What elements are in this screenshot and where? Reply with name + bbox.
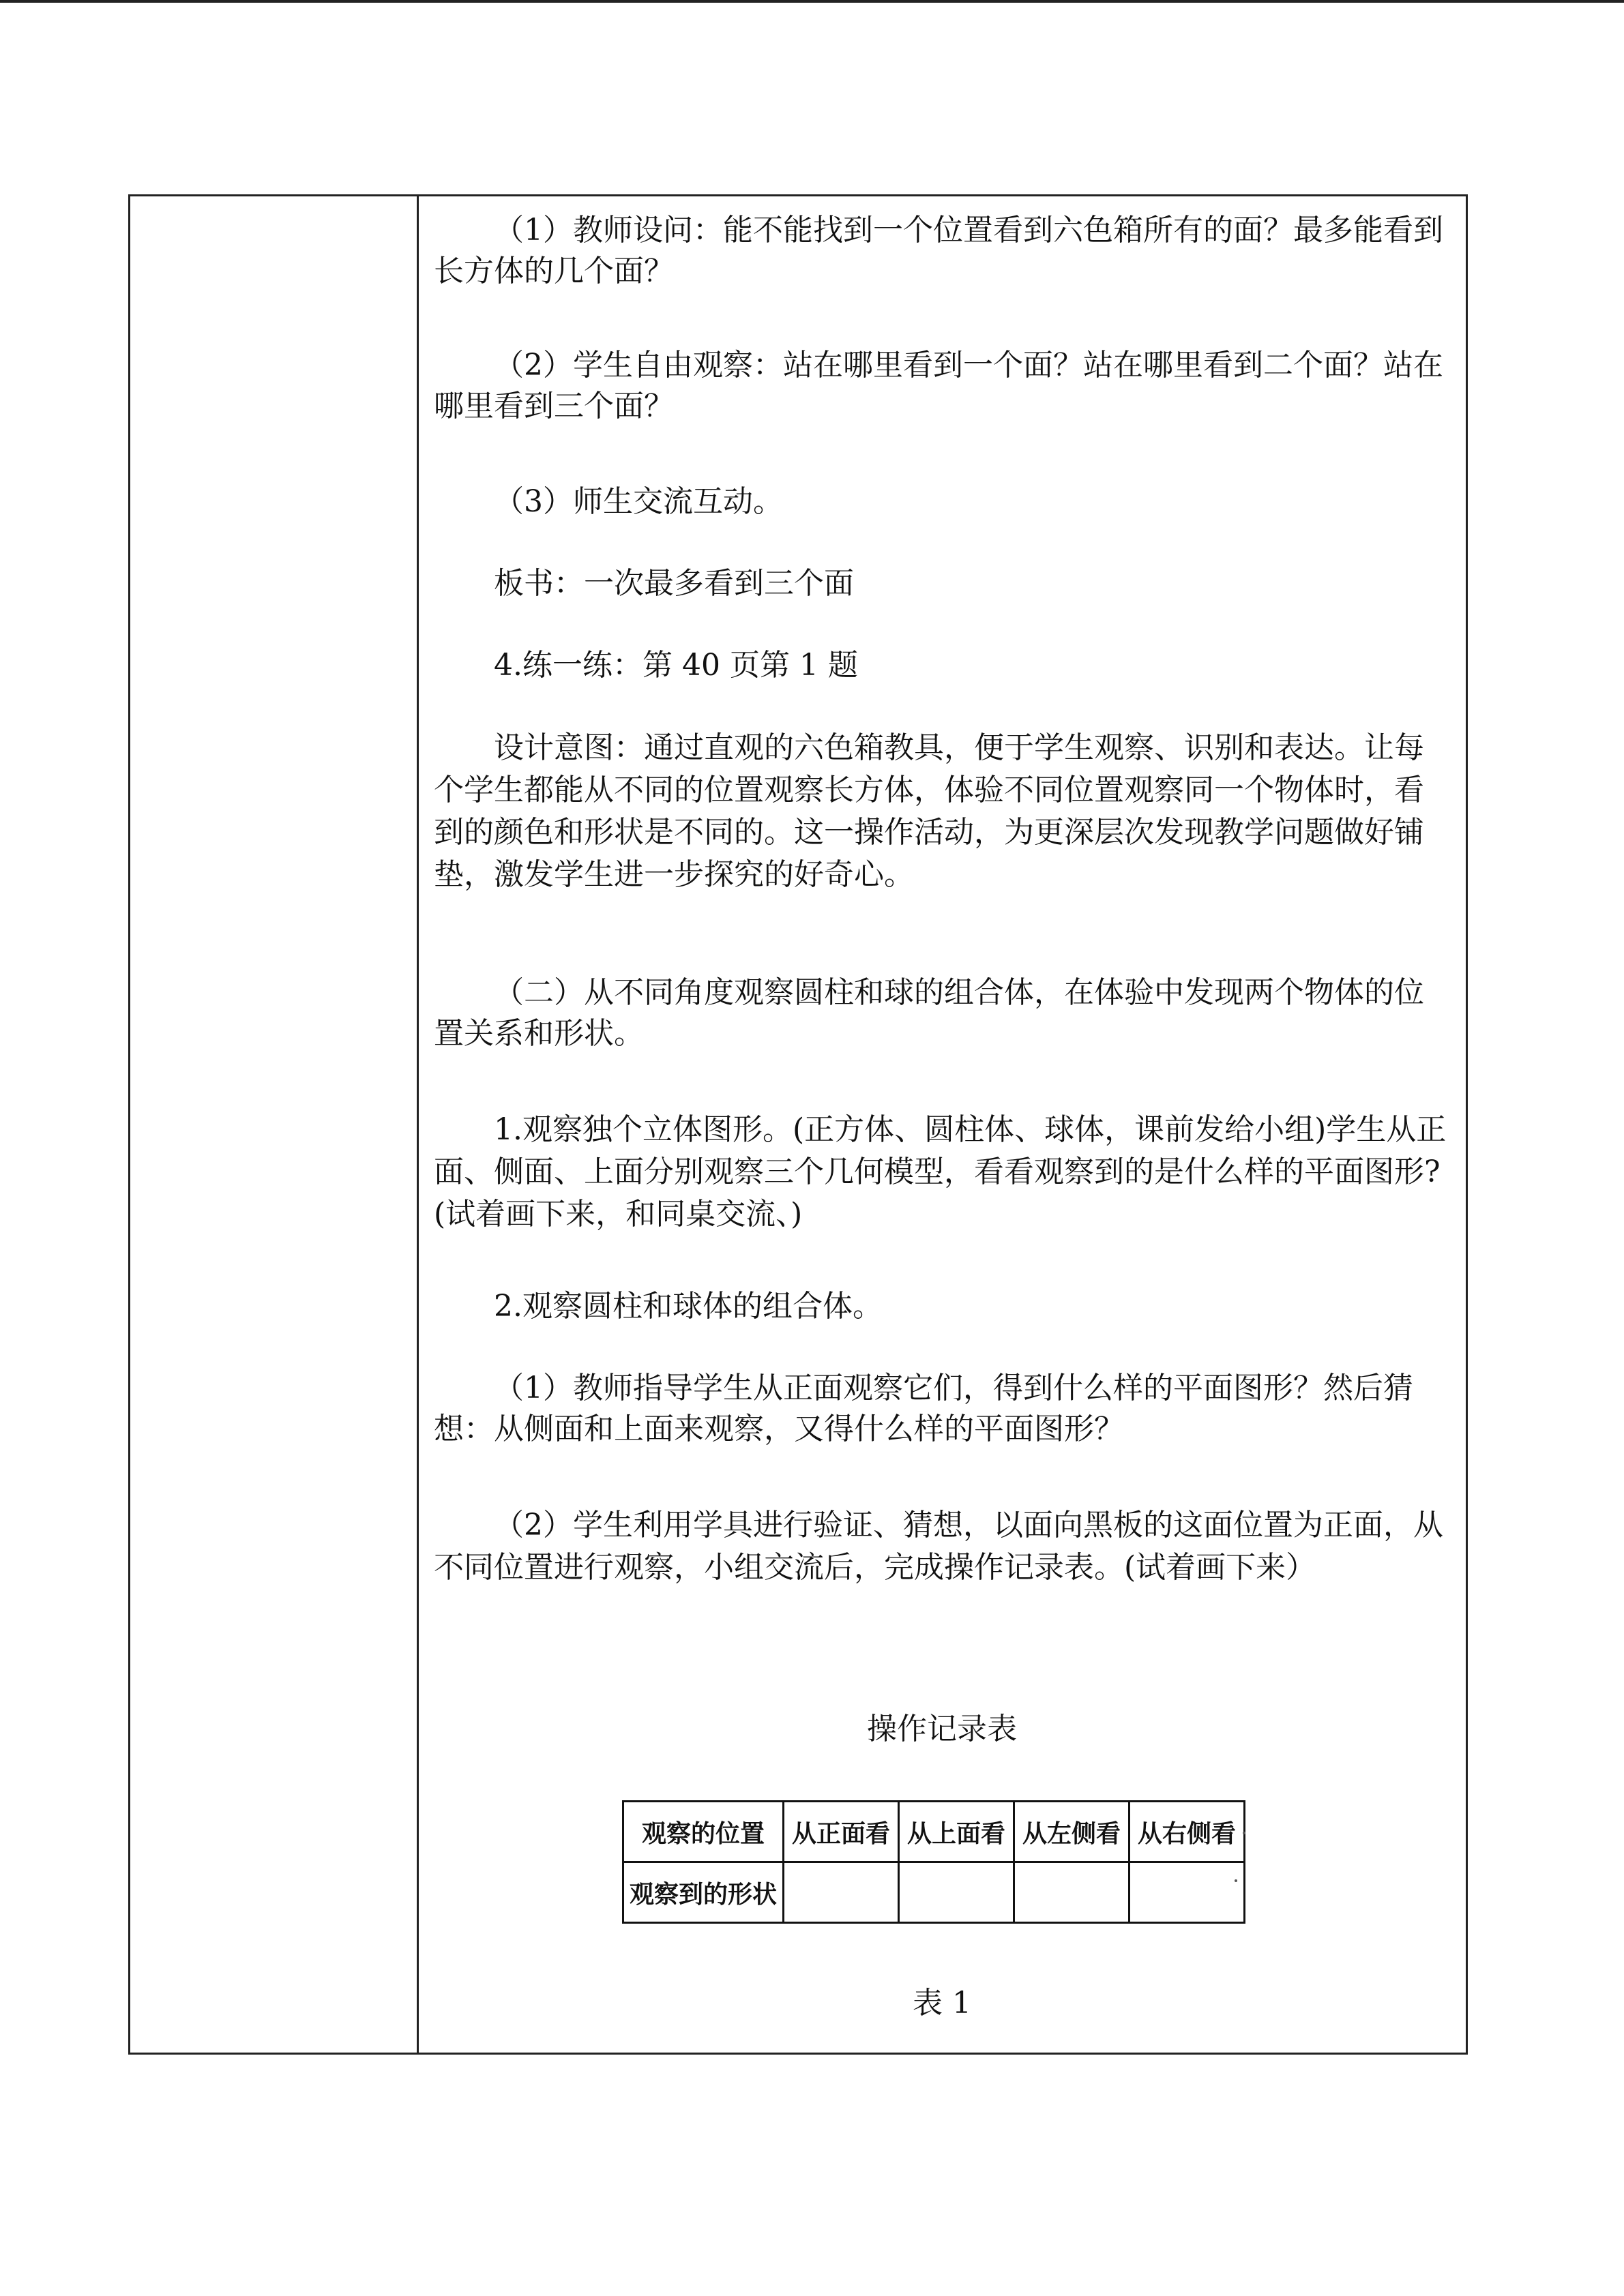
left-column-cell: [130, 196, 419, 2053]
paragraph-8: 1.观察独个立体图形。(正方体、圆柱体、球体，课前发给小组)学生从正面、侧面、上面分别观察三个几何模型，看看观察到的是什么样的平面图形?(试着画下来，和同桌交流、): [434, 1112, 1447, 1232]
paragraph-4: 板书：一次最多看到三个面: [494, 566, 854, 601]
paragraph-2: （2）学生自由观察：站在哪里看到一个面？站在哪里看到二个面？站在哪里看到三个面？: [434, 348, 1443, 423]
empty-cell: [1130, 1862, 1245, 1923]
paragraph-10: （1）教师指导学生从正面观察它们，得到什么样的平面图形？然后猜想：从侧面和上面来观察，又得什么样的平面图形？: [434, 1371, 1413, 1446]
table-caption: 表 1: [913, 1986, 971, 2021]
scan-speck: [1235, 1879, 1237, 1882]
record-table: [622, 1800, 1245, 1924]
paragraph-1: （1）教师设问：能不能找到一个位置看到六色箱所有的面？最多能看到长方体的几个面？: [434, 213, 1443, 288]
table-title: 操作记录表: [867, 1712, 1017, 1746]
empty-cell: [784, 1862, 899, 1923]
paragraph-6: 设计意图：通过直观的六色箱教具，便于学生观察、识别和表达。让每个学生都能从不同的位置观察长方体，体验不同位置观察同一个物体时，看到的颜色和形状是不同的。这一操作活动，为更深层次发现教学问题做好铺垫，激发学生进一步探究的好奇心。: [434, 730, 1424, 892]
row-label-shape: 观察到的形状: [623, 1862, 784, 1923]
paragraph-7: （二）从不同角度观察圆柱和球的组合体，在体验中发现两个物体的位置关系和形状。: [434, 975, 1424, 1051]
paragraph-11: （2）学生利用学具进行验证、猜想，以面向黑板的这面位置为正面，从不同位置进行观察，小组交流后，完成操作记录表。(试着画下来）: [434, 1508, 1443, 1585]
record-table-header-row: [623, 1802, 1245, 1862]
header-cell-front: 从正面看: [784, 1802, 899, 1862]
empty-cell: [899, 1862, 1014, 1923]
record-table-shape-row: [623, 1862, 1245, 1923]
header-cell-right: 从右侧看: [1130, 1802, 1245, 1862]
empty-cell: [1014, 1862, 1130, 1923]
paragraph-3: （3）师生交流互动。: [494, 484, 783, 519]
header-cell-position: 观察的位置: [623, 1802, 784, 1862]
paragraph-5: 4.练一练：第 40 页第 1 题: [494, 648, 858, 683]
header-cell-left: 从左侧看: [1014, 1802, 1130, 1862]
paragraph-9: 2.观察圆柱和球体的组合体。: [494, 1289, 883, 1324]
header-cell-top: 从上面看: [899, 1802, 1014, 1862]
top-rule: [0, 0, 1624, 3]
scan-speck: [1243, 1832, 1245, 1834]
